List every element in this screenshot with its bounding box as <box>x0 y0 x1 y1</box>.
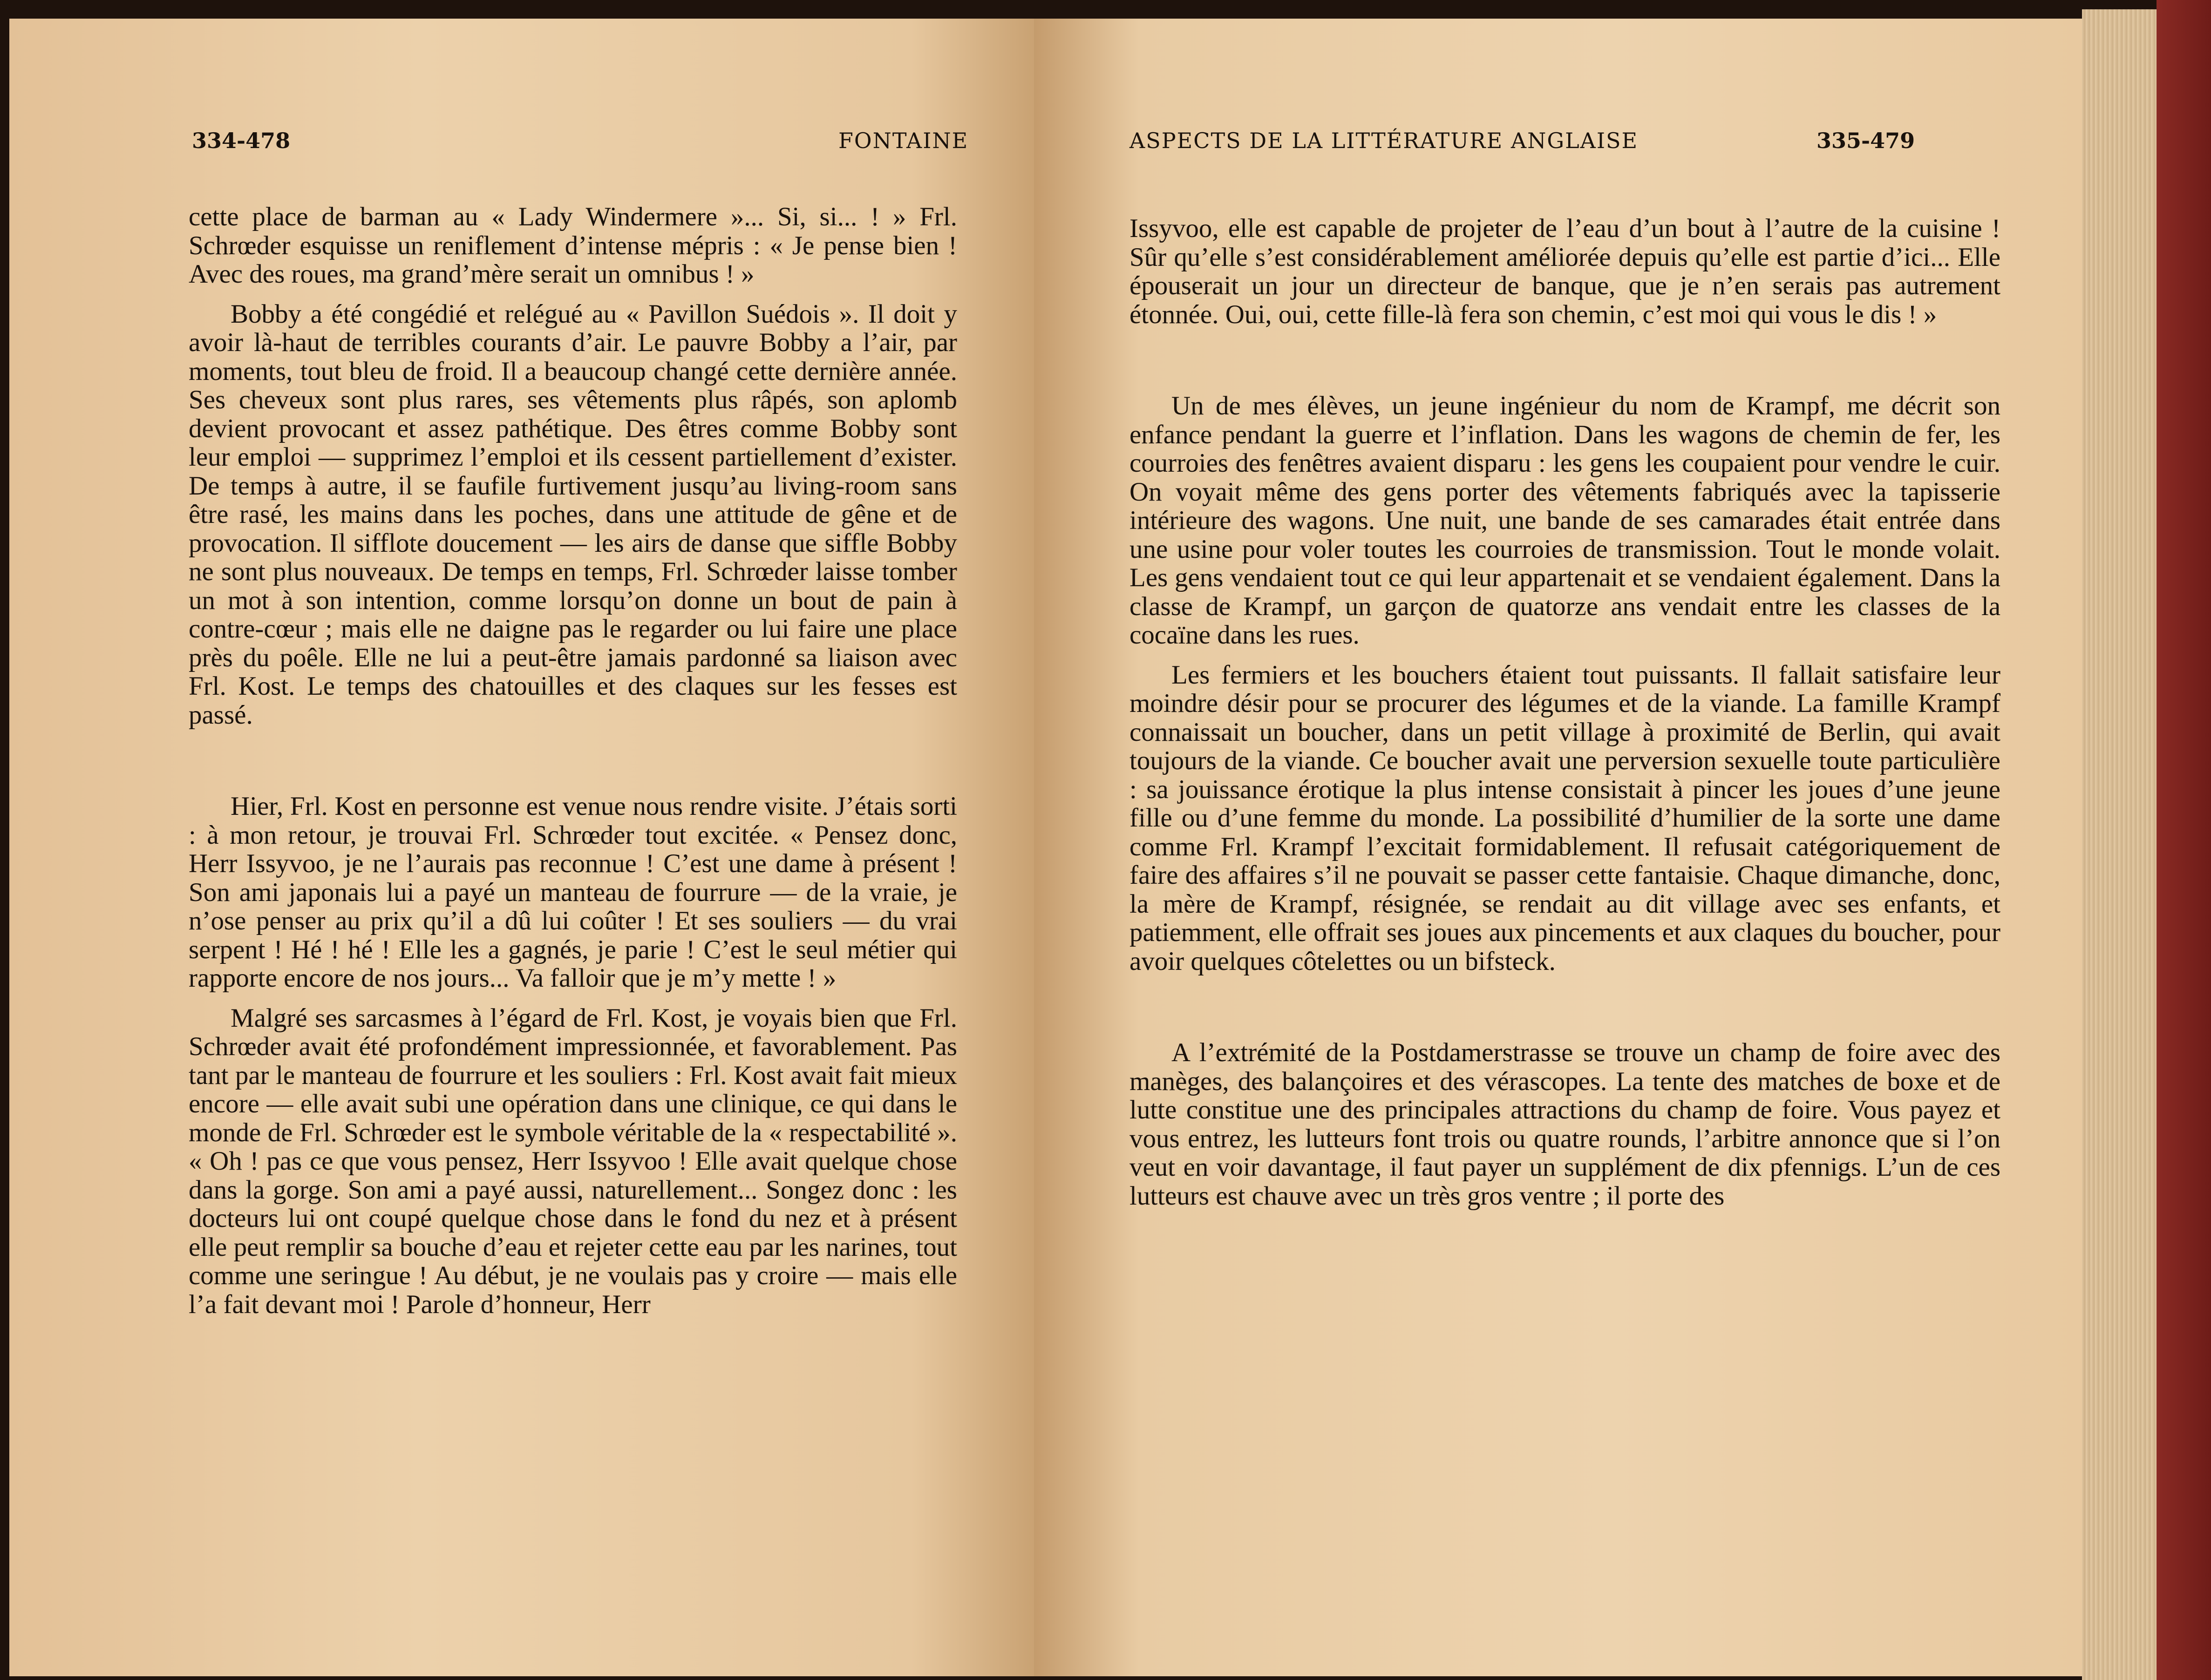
right-page-number: 335-479 <box>1816 128 1915 153</box>
book-cover-edge <box>2157 0 2211 1680</box>
paragraph: Hier, Frl. Kost en personne est venue nous rendre visite. J’étais sorti : à mon retour, je trouvai Frl. Schrœder tout excitée. « Pensez donc, Herr Issyvoo, je ne l’aurais pas reconnue ! C’est une dame à présent ! Son ami japonais lui a payé un manteau de fourrure — de la vraie, je n’ose penser au prix qu’il a dû lui coûter ! Et ses souliers — du vrai serpent ! Hé ! hé ! Elle les a gagnés, je parie ! C’est le seul métier qui rapporte encore de nos jours... Va falloir que je m’y mette ! » <box>189 792 957 993</box>
paragraph: cette place de barman au « Lady Windermere »... Si, si... ! » Frl. Schrœder esquisse un reniflement d’intense mépris : « Je pense bien ! Avec des roues, ma grand’mère serait un omnibus ! » <box>189 202 957 289</box>
page-edges <box>2082 9 2157 1680</box>
paragraph: Un de mes élèves, un jeune ingénieur du nom de Krampf, me décrit son enfance pendant la guerre et l’inflation. Dans les wagons de chemin de fer, les courroies des fenêtres avaient disparu : les gens les coupaient pour vendre le cuir. On voyait même des gens porter des vêtements fabriqués avec la tapisserie intérieure des wagons. Une nuit, une bande de ses camarades était entrée dans une usine pour voler toutes les courroies de transmission. Tout le monde volait. Les gens vendaient tout ce qui leur appartenait et se vendaient également. Dans la classe de Krampf, un garçon de quatorze ans vendait entre les classes de la cocaïne dans les rues. <box>1129 391 2000 650</box>
paragraph: A l’extrémité de la Postdamerstrasse se trouve un champ de foire avec des manèges, des balançoires et des vérascopes. La tente des matches de boxe et de lutte constitue une des principales attractions du champ de foire. Vous payez et vous entrez, les lutteurs font trois ou quatre rounds, l’arbitre annonce que si l’on veut en voir davantage, il faut payer un supplément de dix pfennigs. L’un de ces lutteurs est chauve avec un très gros ventre ; il porte des <box>1129 1038 2000 1211</box>
right-page <box>1034 19 2082 1676</box>
right-running-head: ASPECTS DE LA LITTÉRATURE ANGLAISE <box>1129 128 1639 153</box>
left-page-text <box>189 203 957 1319</box>
left-page <box>9 19 1034 1676</box>
left-page-number: 334-478 <box>192 128 291 153</box>
right-page-text <box>1129 214 2000 1210</box>
paragraph: Malgré ses sarcasmes à l’égard de Frl. Kost, je voyais bien que Frl. Schrœder avait été profondément impressionnée, et favorablement. Pas tant par le manteau de fourrure et les souliers : Frl. Kost avait fait mieux encore — elle avait subi une opération dans une clinique, ce qui dans le monde de Frl. Schrœder est le symbole véritable de la « respectabilité ». « Oh ! pas ce que vous pensez, Herr Issyvoo ! Elle avait quelque chose dans la gorge. Son ami a payé aussi, naturellement... Songez donc : les docteurs lui ont coupé quelque chose dans le fond du nez et à présent elle peut remplir sa bouche d’eau et rejeter cette eau par les narines, tout comme une seringue ! Au début, je ne voulais pas y croire — mais elle l’a fait devant moi ! Parole d’honneur, Herr <box>189 1003 957 1319</box>
paragraph: Bobby a été congédié et relégué au « Pavillon Suédois ». Il doit y avoir là-haut de terribles courants d’air. Le pauvre Bobby a l’air, par moments, tout bleu de froid. Il a beaucoup changé cette dernière année. Ses cheveux sont plus rares, ses vêtements plus râpés, son aplomb devient provocant et assez pathétique. Des êtres comme Bobby sont leur emploi — supprimez l’emploi et ils cessent partiellement d’exister. De temps à autre, il se faufile furtivement jusqu’au living-room sans être rasé, les mains dans les poches, dans une attitude de gêne et de provocation. Il sifflote doucement — les airs de danse que siffle Bobby ne sont plus nouveaux. De temps en temps, Frl. Schrœder laisse tomber un mot à son intention, comme lorsqu’on donne un bout de pain à contre-cœur ; mais elle ne daigne pas le regarder ou lui faire une place près du poêle. Elle ne lui a peut-être jamais pardonné sa liaison avec Frl. Kost. Le temps des chatouilles et des claques sur les fesses est passé. <box>189 299 957 730</box>
paragraph: Issyvoo, elle est capable de projeter de l’eau d’un bout à l’autre de la cuisine ! Sûr qu’elle s’est considérablement améliorée depuis qu’elle est partie d’ici... Elle épouserait un jour un directeur de banque, que je n’en serais pas autrement étonnée. Oui, oui, cette fille-là fera son chemin, c’est moi qui vous le dis ! » <box>1129 214 2000 329</box>
left-running-head: FONTAINE <box>838 128 969 153</box>
paragraph: Les fermiers et les bouchers étaient tout puissants. Il fallait satisfaire leur moindre désir pour se procurer des légumes et de la viande. La famille Krampf connaissait un boucher, dans un petit village à proximité de Berlin, qui avait toujours de la viande. Ce boucher avait une perversion sexuelle toute particulière : sa jouissance érotique la plus intense consistait à pincer les joues d’une jeune fille ou d’une femme du monde. La possibilité d’humilier de la sorte une dame comme Frl. Krampf l’excitait formidablement. Il refusait catégoriquement de faire des affaires s’il ne pouvait se passer cette fantaisie. Chaque dimanche, donc, la mère de Krampf, résignée, se rendait au dit village avec ses enfants, et patiemment, elle offrait ses joues aux pincements et aux claques du boucher, pour avoir quelques côtelettes ou un bifsteck. <box>1129 660 2000 976</box>
